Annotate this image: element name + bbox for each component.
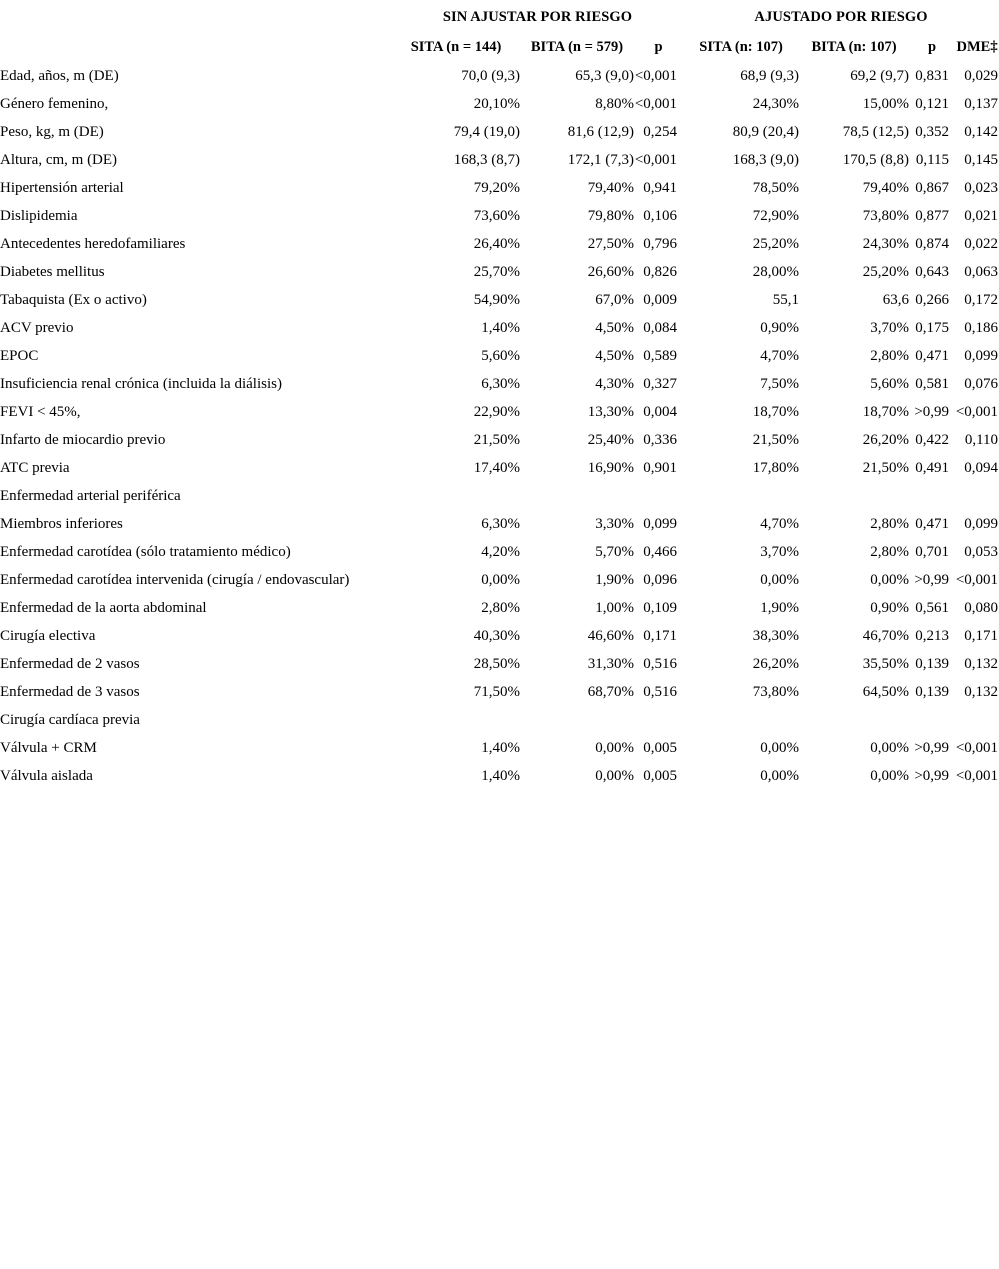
table-cell: 17,80% bbox=[752, 460, 800, 476]
table-cell: 79,40% bbox=[862, 180, 910, 196]
group-header-spacer bbox=[0, 0, 392, 29]
row-label: Antecedentes heredofamiliares bbox=[0, 236, 186, 252]
table-cell: 0,00% bbox=[760, 768, 800, 784]
table-row bbox=[0, 424, 999, 452]
table-cell: <0,001 bbox=[634, 152, 678, 168]
table-cell: 0,00% bbox=[481, 572, 520, 588]
table-cell: 0,110 bbox=[964, 432, 999, 448]
table-cell: 0,336 bbox=[643, 432, 678, 448]
table-cell: 2,80% bbox=[870, 544, 910, 560]
table-cell: 73,60% bbox=[473, 208, 520, 224]
table-cell: >0,99 bbox=[914, 404, 950, 420]
table-cell: >0,99 bbox=[914, 768, 950, 784]
table-row bbox=[0, 676, 999, 704]
table-row bbox=[0, 536, 999, 564]
table-cell: 25,20% bbox=[862, 264, 910, 280]
table-cell: 4,70% bbox=[760, 348, 800, 364]
table-cell: 0,023 bbox=[964, 180, 999, 196]
table-cell: 26,60% bbox=[587, 264, 634, 280]
table-cell bbox=[955, 480, 999, 508]
table-cell: 7,50% bbox=[760, 376, 800, 392]
row-label: Peso, kg, m (DE) bbox=[0, 124, 104, 140]
table-cell bbox=[392, 704, 520, 732]
table-cell: 0,00% bbox=[760, 572, 800, 588]
table-cell: 18,70% bbox=[862, 404, 910, 420]
table-cell: 0,139 bbox=[915, 684, 950, 700]
table-cell: 78,50% bbox=[752, 180, 800, 196]
table-cell: 0,171 bbox=[643, 628, 678, 644]
table-cell: 0,00% bbox=[870, 740, 910, 756]
row-label: Altura, cm, m (DE) bbox=[0, 152, 118, 168]
table-cell: 24,30% bbox=[862, 236, 910, 252]
row-label: Enfermedad carotídea (sólo tratamiento médico) bbox=[0, 544, 291, 560]
table-cell: 65,3 (9,0) bbox=[575, 68, 634, 84]
table-cell: <0,001 bbox=[955, 572, 999, 588]
table-cell: 0,139 bbox=[915, 656, 950, 672]
table-cell: 67,0% bbox=[595, 292, 634, 308]
row-label: Género femenino, bbox=[0, 96, 109, 112]
table-body bbox=[0, 60, 999, 788]
table-cell: 1,40% bbox=[481, 320, 520, 336]
column-header-variable bbox=[0, 29, 392, 60]
table-row bbox=[0, 340, 999, 368]
table-cell: 0,005 bbox=[643, 768, 678, 784]
row-label: Válvula aislada bbox=[0, 768, 93, 784]
table-cell: 5,60% bbox=[870, 376, 910, 392]
table-cell: 5,70% bbox=[595, 544, 634, 560]
table-cell: 0,796 bbox=[643, 236, 678, 252]
table-cell: 15,00% bbox=[862, 96, 910, 112]
table-row bbox=[0, 620, 999, 648]
table-cell: 68,70% bbox=[587, 684, 634, 700]
table-cell: 25,70% bbox=[473, 264, 520, 280]
table-cell: 64,50% bbox=[862, 684, 910, 700]
column-header-sita-adjusted: SITA (n: 107) bbox=[699, 39, 783, 55]
group-header-adjusted: AJUSTADO POR RIESGO bbox=[754, 9, 928, 25]
row-label: Tabaquista (Ex o activo) bbox=[0, 292, 147, 308]
table-cell: 0,171 bbox=[964, 628, 999, 644]
table-cell: 0,053 bbox=[964, 544, 999, 560]
table-cell: 0,063 bbox=[964, 264, 999, 280]
table-cell: 25,20% bbox=[752, 236, 800, 252]
row-label: Hipertensión arterial bbox=[0, 180, 124, 196]
table-row bbox=[0, 704, 999, 732]
table-cell: 0,422 bbox=[915, 432, 950, 448]
table-cell: 0,137 bbox=[964, 96, 999, 112]
table-row bbox=[0, 396, 999, 424]
table-cell: 72,90% bbox=[752, 208, 800, 224]
row-label: Cirugía cardíaca previa bbox=[0, 712, 140, 728]
table-cell: 28,50% bbox=[473, 656, 520, 672]
table-cell: 0,826 bbox=[643, 264, 678, 280]
table-row bbox=[0, 368, 999, 396]
table-cell bbox=[683, 704, 799, 732]
table-cell: 73,80% bbox=[752, 684, 800, 700]
table-cell: 0,941 bbox=[643, 180, 678, 196]
row-label: ATC previa bbox=[0, 460, 70, 476]
table-cell: 26,20% bbox=[862, 432, 910, 448]
table-row bbox=[0, 256, 999, 284]
table-cell: 26,40% bbox=[473, 236, 520, 252]
table-row bbox=[0, 564, 999, 592]
table-cell: 21,50% bbox=[862, 460, 910, 476]
table-cell: 0,352 bbox=[915, 124, 950, 140]
column-header-sita-unadjusted: SITA (n = 144) bbox=[410, 39, 502, 55]
table-cell: 24,30% bbox=[752, 96, 800, 112]
table-cell: 31,30% bbox=[587, 656, 634, 672]
table-cell: 0,175 bbox=[915, 320, 950, 336]
table-cell: 0,877 bbox=[915, 208, 950, 224]
table-cell: 28,00% bbox=[752, 264, 800, 280]
table-row bbox=[0, 648, 999, 676]
table-cell: 0,589 bbox=[643, 348, 678, 364]
table-cell: 6,30% bbox=[481, 376, 520, 392]
table-cell: 0,172 bbox=[964, 292, 999, 308]
table-cell: 21,50% bbox=[473, 432, 520, 448]
table-cell: 0,471 bbox=[915, 516, 950, 532]
table-cell: 26,20% bbox=[752, 656, 800, 672]
table-cell: 46,70% bbox=[862, 628, 910, 644]
table-cell: <0,001 bbox=[955, 768, 999, 784]
table-cell: 0,00% bbox=[595, 768, 634, 784]
table-cell bbox=[955, 704, 999, 732]
table-row bbox=[0, 144, 999, 172]
row-label: Enfermedad arterial periférica bbox=[0, 488, 181, 504]
table-row bbox=[0, 760, 999, 788]
table-cell: 0,90% bbox=[870, 600, 910, 616]
table-cell: 0,874 bbox=[915, 236, 950, 252]
table-cell: <0,001 bbox=[634, 96, 678, 112]
table-cell: 0,096 bbox=[643, 572, 678, 588]
column-header-bita-adjusted: BITA (n: 107) bbox=[811, 39, 897, 55]
table-cell: <0,001 bbox=[955, 740, 999, 756]
row-label: Enfermedad de la aorta abdominal bbox=[0, 600, 207, 616]
table-cell: 1,00% bbox=[595, 600, 634, 616]
table-cell: 0,254 bbox=[643, 124, 678, 140]
table-cell: 5,60% bbox=[481, 348, 520, 364]
table-cell: 0,516 bbox=[643, 684, 678, 700]
table-cell: 0,021 bbox=[964, 208, 999, 224]
row-label: Edad, años, m (DE) bbox=[0, 68, 119, 84]
table-row bbox=[0, 480, 999, 508]
row-label: Cirugía electiva bbox=[0, 628, 96, 644]
table-cell: <0,001 bbox=[955, 404, 999, 420]
table-cell: 63,6 bbox=[882, 292, 910, 308]
table-cell: 0,00% bbox=[870, 572, 910, 588]
table-cell: 81,6 (12,9) bbox=[567, 124, 634, 140]
table-cell: 79,20% bbox=[473, 180, 520, 196]
table-cell: 0,115 bbox=[915, 152, 950, 168]
table-cell: 0,099 bbox=[964, 348, 999, 364]
table-cell: 2,80% bbox=[870, 516, 910, 532]
table-cell: 0,901 bbox=[643, 460, 678, 476]
table-cell bbox=[634, 480, 683, 508]
table-cell: 0,90% bbox=[760, 320, 800, 336]
table-cell: 0,142 bbox=[964, 124, 999, 140]
table-cell: 73,80% bbox=[862, 208, 910, 224]
table-cell: >0,99 bbox=[914, 572, 950, 588]
table-cell: 4,30% bbox=[595, 376, 634, 392]
table-row bbox=[0, 452, 999, 480]
table-cell: 79,40% bbox=[587, 180, 634, 196]
table-cell: 18,70% bbox=[752, 404, 800, 420]
table-cell: 0,00% bbox=[595, 740, 634, 756]
table-cell: 70,0 (9,3) bbox=[461, 68, 520, 84]
table-cell: 21,50% bbox=[752, 432, 800, 448]
row-label: Insuficiencia renal crónica (incluida la diálisis) bbox=[0, 376, 282, 392]
table-cell: 172,1 (7,3) bbox=[567, 152, 634, 168]
table-cell: 3,70% bbox=[870, 320, 910, 336]
table-cell: 0,561 bbox=[915, 600, 950, 616]
group-header-row bbox=[0, 0, 999, 29]
table-row bbox=[0, 592, 999, 620]
table-cell: 71,50% bbox=[473, 684, 520, 700]
table-cell: 68,9 (9,3) bbox=[740, 68, 800, 84]
group-header-unadjusted: SIN AJUSTAR POR RIESGO bbox=[442, 9, 633, 25]
table-cell: 0,00% bbox=[870, 768, 910, 784]
column-header-bita-unadjusted: BITA (n = 579) bbox=[530, 39, 624, 55]
table-cell: 168,3 (8,7) bbox=[453, 152, 520, 168]
table-cell bbox=[520, 480, 634, 508]
table-cell: 79,4 (19,0) bbox=[453, 124, 520, 140]
table-cell: 0,022 bbox=[964, 236, 999, 252]
table-cell: 0,106 bbox=[643, 208, 678, 224]
table-cell bbox=[634, 704, 683, 732]
table-cell: 46,60% bbox=[587, 628, 634, 644]
table-row bbox=[0, 88, 999, 116]
row-label: Enfermedad de 3 vasos bbox=[0, 684, 140, 700]
table-cell: 0,132 bbox=[964, 656, 999, 672]
table-row bbox=[0, 284, 999, 312]
table-cell: 4,20% bbox=[481, 544, 520, 560]
table-cell: 22,90% bbox=[473, 404, 520, 420]
row-label: FEVI < 45%, bbox=[0, 404, 81, 420]
table-cell bbox=[683, 480, 799, 508]
table-row bbox=[0, 200, 999, 228]
table-cell: 3,70% bbox=[760, 544, 800, 560]
table-cell: 0,084 bbox=[643, 320, 678, 336]
table-cell: 1,90% bbox=[595, 572, 634, 588]
table-cell: 0,145 bbox=[964, 152, 999, 168]
table-cell bbox=[799, 480, 909, 508]
table-row bbox=[0, 732, 999, 760]
table-cell: 13,30% bbox=[587, 404, 634, 420]
table-cell: 17,40% bbox=[473, 460, 520, 476]
table-cell: 0,029 bbox=[964, 68, 999, 84]
row-label: ACV previo bbox=[0, 320, 74, 336]
table-cell: 1,40% bbox=[481, 768, 520, 784]
table-cell: 0,466 bbox=[643, 544, 678, 560]
table-cell: 0,471 bbox=[915, 348, 950, 364]
table-cell bbox=[520, 704, 634, 732]
column-header-p-adjusted: p bbox=[927, 39, 937, 55]
table-cell: 0,004 bbox=[643, 404, 678, 420]
table-cell: 3,30% bbox=[595, 516, 634, 532]
table-cell: 0,491 bbox=[915, 460, 950, 476]
table-cell: 168,3 (9,0) bbox=[732, 152, 800, 168]
table-cell: 6,30% bbox=[481, 516, 520, 532]
table-cell: 69,2 (9,7) bbox=[850, 68, 910, 84]
table-cell: 27,50% bbox=[587, 236, 634, 252]
table-cell: 4,70% bbox=[760, 516, 800, 532]
table-cell: 0,266 bbox=[915, 292, 950, 308]
table-cell: 0,099 bbox=[643, 516, 678, 532]
table-cell bbox=[799, 704, 909, 732]
column-header-row bbox=[0, 29, 999, 60]
table-cell: 0,186 bbox=[964, 320, 999, 336]
table-cell: 40,30% bbox=[473, 628, 520, 644]
table-cell: 0,701 bbox=[915, 544, 950, 560]
table-cell bbox=[909, 480, 955, 508]
row-label: Dislipidemia bbox=[0, 208, 78, 224]
table-cell: 1,90% bbox=[760, 600, 800, 616]
table-cell: 0,132 bbox=[964, 684, 999, 700]
table-cell: 35,50% bbox=[862, 656, 910, 672]
table-cell: 55,1 bbox=[772, 292, 800, 308]
table-row bbox=[0, 508, 999, 536]
row-label: Válvula + CRM bbox=[0, 740, 97, 756]
table-cell: 0,867 bbox=[915, 180, 950, 196]
column-header-dme: DME‡ bbox=[956, 39, 998, 55]
table-row bbox=[0, 228, 999, 256]
table-cell bbox=[392, 480, 520, 508]
table-row bbox=[0, 312, 999, 340]
table-cell: 0,076 bbox=[964, 376, 999, 392]
table-cell: 0,009 bbox=[643, 292, 678, 308]
table-cell: 78,5 (12,5) bbox=[842, 124, 910, 140]
table-row bbox=[0, 172, 999, 200]
table-cell: 79,80% bbox=[587, 208, 634, 224]
table-cell: 0,00% bbox=[760, 740, 800, 756]
table-cell: 1,40% bbox=[481, 740, 520, 756]
table-row bbox=[0, 116, 999, 144]
column-header-p-unadjusted: p bbox=[654, 39, 663, 55]
table-cell: 8,80% bbox=[595, 96, 634, 112]
row-label: Infarto de miocardio previo bbox=[0, 432, 166, 448]
table-cell: 80,9 (20,4) bbox=[732, 124, 800, 140]
row-label: Miembros inferiores bbox=[0, 516, 123, 532]
row-label: EPOC bbox=[0, 348, 39, 364]
table-cell: 0,005 bbox=[643, 740, 678, 756]
table-cell: 0,080 bbox=[964, 600, 999, 616]
table-cell: 4,50% bbox=[595, 320, 634, 336]
table-cell: 4,50% bbox=[595, 348, 634, 364]
table-cell: 0,516 bbox=[643, 656, 678, 672]
table-cell: >0,99 bbox=[914, 740, 950, 756]
table-cell: 2,80% bbox=[481, 600, 520, 616]
table-cell: 0,109 bbox=[643, 600, 678, 616]
table-row bbox=[0, 60, 999, 88]
row-label: Enfermedad carotídea intervenida (cirugía / endovascular) bbox=[0, 572, 350, 588]
table-cell: 0,327 bbox=[643, 376, 678, 392]
table-cell: 0,121 bbox=[915, 96, 950, 112]
table-cell: 170,5 (8,8) bbox=[842, 152, 910, 168]
table-cell: 38,30% bbox=[752, 628, 800, 644]
table-cell: 54,90% bbox=[473, 292, 520, 308]
table-cell: 2,80% bbox=[870, 348, 910, 364]
table-cell: 0,643 bbox=[915, 264, 950, 280]
row-label: Diabetes mellitus bbox=[0, 264, 105, 280]
table-cell: 0,094 bbox=[964, 460, 999, 476]
table-cell: <0,001 bbox=[634, 68, 678, 84]
table-header bbox=[0, 0, 999, 60]
row-label: Enfermedad de 2 vasos bbox=[0, 656, 140, 672]
table-cell: 0,099 bbox=[964, 516, 999, 532]
table-cell: 0,581 bbox=[915, 376, 950, 392]
table-cell: 20,10% bbox=[473, 96, 520, 112]
table-cell: 0,213 bbox=[915, 628, 950, 644]
table-cell: 0,831 bbox=[915, 68, 950, 84]
table-cell: 16,90% bbox=[587, 460, 634, 476]
table-cell: 25,40% bbox=[587, 432, 634, 448]
table-cell bbox=[909, 704, 955, 732]
